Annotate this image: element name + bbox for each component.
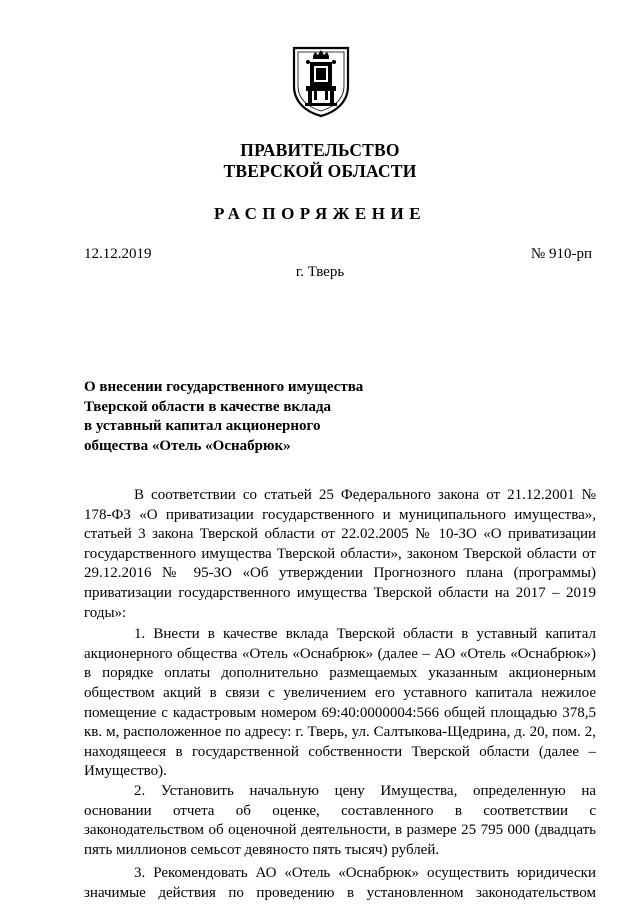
document-body: [84, 486, 596, 903]
document-date: 12.12.2019: [84, 246, 152, 262]
subject-line: в уставный капитал акционерного: [84, 418, 321, 434]
subject-line: О внесении государственного имущества: [84, 379, 364, 395]
body-paragraph-2: 2. Установить начальную цену Имущества, определенную на основании отчета об оценке, составленного в соответствии с законодательством об оценочной деятельности, в размере 25 795 000 (двадцать пять миллионов семьсот девяносто пять тысяч) рублей.: [84, 782, 596, 858]
tver-coat-of-arms-icon: [290, 42, 352, 118]
government-title-line-2: ТВЕРСКОЙ ОБЛАСТИ: [223, 161, 417, 181]
document-number: № 910-рп: [530, 246, 592, 262]
body-paragraph-3: 3. Рекомендовать АО «Отель «Оснабрюк» осуществить юридически значимые действия по проведению в установленном законодательством: [84, 865, 596, 901]
body-paragraph-preamble: В соответствии со статьей 25 Федерального закона от 21.12.2001 № 178-ФЗ «О приватизации государственного и муниципального имущества», статьей 3 закона Тверской области от 22.02.2005 № 10-ЗО «О приватизации государственного имущества Тверской области», законом Тверской области от 29.12.2016 № 95-ЗО «Об утверждении Прогнозного плана (программы) приватизации государственного имущества Тверской области на 2017 – 2019 годы»:: [84, 487, 596, 621]
document-subject: [84, 378, 404, 456]
government-title-line-1: ПРАВИТЕЛЬСТВО: [240, 140, 400, 160]
subject-line: Тверской области в качестве вклада: [84, 398, 332, 415]
subject-line: общества «Отель «Оснабрюк»: [84, 437, 291, 454]
document-city: г. Тверь: [295, 264, 345, 280]
body-paragraph-1: 1. Внести в качестве вклада Тверской области в уставный капитал акционерного общества «Отель «Оснабрюк» (далее – АО «Отель «Оснабрюк») в порядке оплаты дополнительно размещаемых указанным акционерным обществом акций в связи с увеличением его уставного капитала нежилое помещение с кадастровым номером 69:40:0000004:566 общей площадью 378,5 кв. м, расположенное по адресу: г. Тверь, ул. Салтыкова-Щедрина, д. 20, пом. 2, находящееся в государственной собственности Тверской области (далее – Имущество).: [84, 626, 596, 780]
document-type-title: РАСПОРЯЖЕНИЕ: [213, 204, 427, 223]
